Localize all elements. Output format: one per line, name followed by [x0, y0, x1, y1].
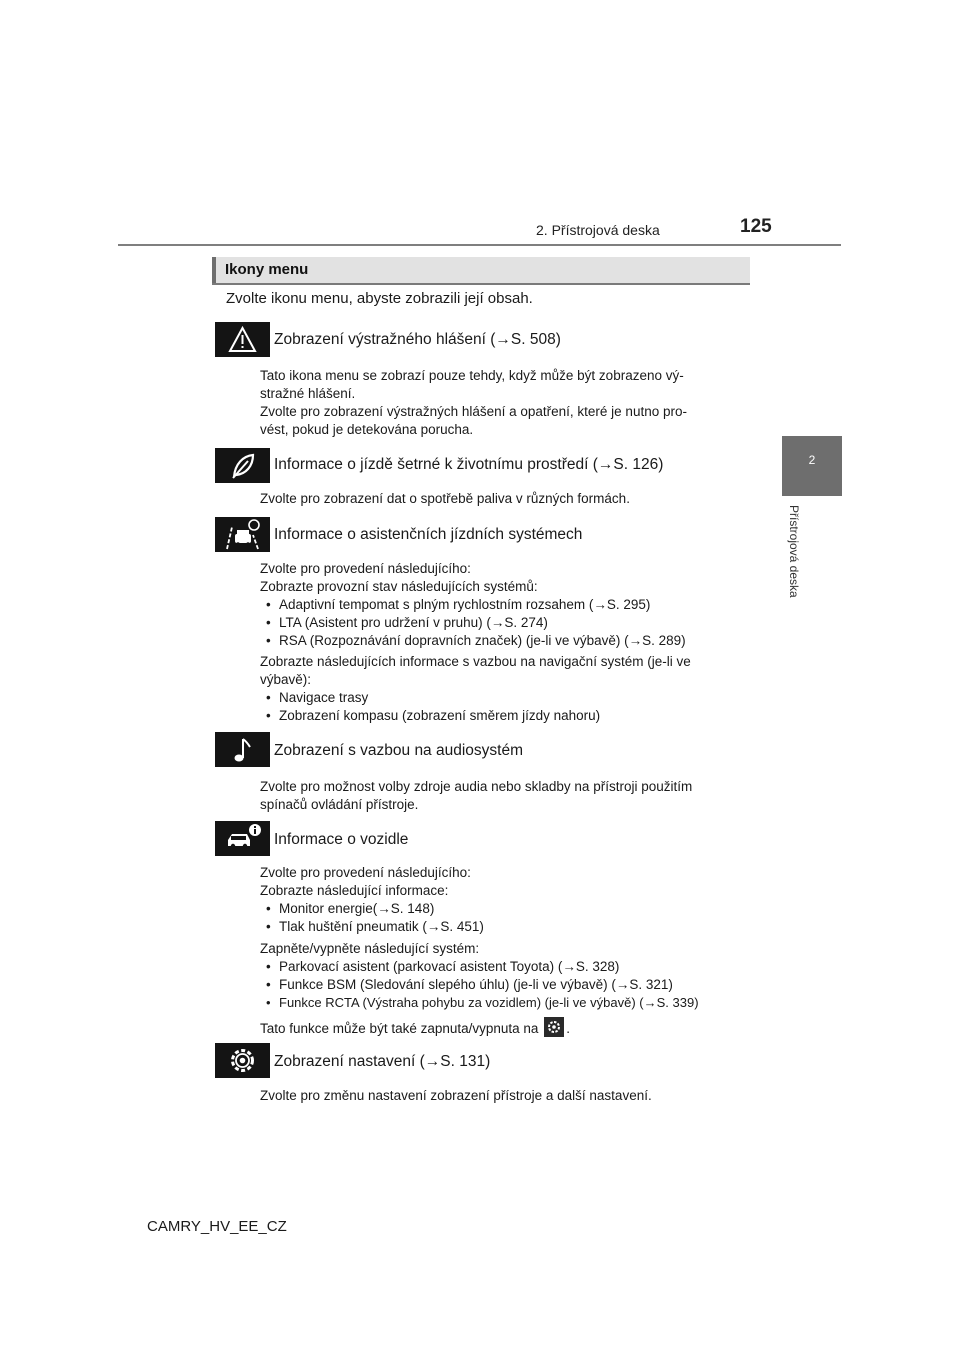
item-text-vehicle-systems [260, 940, 770, 1012]
bullet-item: • Funkce RCTA (Výstraha pohybu za vozidlem) (je-li ve výbavě) (→S. 339) [266, 995, 699, 1010]
page-number: 125 [740, 216, 772, 237]
text-line: Zvolte pro zobrazení dat o spotřebě paliva v různých formách. [260, 491, 630, 506]
section-header [212, 257, 750, 285]
bullet-item: • Navigace trasy [266, 690, 369, 705]
vehicle-info-icon [215, 821, 270, 856]
item-heading-audio: Zobrazení s vazbou na audiosystém [274, 742, 523, 759]
bullet-text: Monitor energie(→S. 148) [279, 901, 435, 916]
item-text-vehicle [260, 864, 770, 936]
driving-assist-icon [215, 517, 270, 552]
item-heading-warning: Zobrazení výstražného hlášení (→S. 508) [274, 331, 561, 348]
header-rule [118, 244, 841, 246]
bullet-text: Funkce RCTA (Výstraha pohybu za vozidlem) (je-li ve výbavě) (→S. 339) [279, 995, 699, 1010]
text-line: Zvolte pro možnost volby zdroje audia nebo skladby na přístroji použitím [260, 779, 693, 794]
item-text-assist-nav [260, 653, 770, 725]
text-line: Zapněte/vypněte následující systém: [260, 941, 480, 956]
text-line: Zobrazte následujících informace s vazbou na navigační systém (je-li ve [260, 654, 691, 669]
chapter-tab-label-wrap [787, 505, 807, 635]
bullet-text: Navigace trasy [279, 690, 369, 705]
document-code: CAMRY_HV_EE_CZ [147, 1218, 287, 1235]
item-note-vehicle [260, 1017, 770, 1038]
item-text-settings [260, 1087, 770, 1105]
text-line: Zobrazte provozní stav následujících systémů: [260, 579, 538, 594]
text-line: Zvolte pro provedení následujícího: [260, 865, 471, 880]
item-text-audio [260, 778, 770, 814]
text-line [260, 1017, 770, 1038]
bullet-text: Adaptivní tempomat s plným rychlostním rozsahem (→S. 295) [279, 597, 651, 612]
bullet-item: • Zobrazení kompasu (zobrazení směrem jízdy nahoru) [266, 708, 601, 723]
chapter-tab-number: 2 [808, 453, 816, 467]
music-note-icon [215, 732, 270, 767]
bullet-item: • LTA (Asistent pro udržení v pruhu) (→S. 274) [266, 615, 548, 630]
chapter-tab-label: Přístrojová deska [787, 505, 801, 598]
text-line: Zobrazte následující informace: [260, 883, 449, 898]
section-intro: Zvolte ikonu menu, abyste zobrazili její obsah. [226, 290, 533, 307]
text-line: spínačů ovládání přístroje. [260, 797, 419, 812]
text-line: Zvolte pro zobrazení výstražných hlášení a opatření, které je nutno pro- [260, 404, 687, 419]
bullet-item: • Tlak huštění pneumatik (→S. 451) [266, 919, 484, 934]
bullet-text: RSA (Rozpoznávání dopravních značek) (je-li ve výbavě) (→S. 289) [279, 633, 686, 648]
bullet-text: LTA (Asistent pro udržení v pruhu) (→S. 274) [279, 615, 548, 630]
chapter-tab[interactable] [782, 436, 842, 496]
bullet-text: Funkce BSM (Sledování slepého úhlu) (je-li ve výbavě) (→S. 321) [279, 977, 673, 992]
item-text-assist [260, 560, 770, 650]
gear-switch-icon [544, 1017, 564, 1037]
section-title: Ikony menu [225, 261, 309, 278]
text-line: vést, pokud je detekována porucha. [260, 422, 474, 437]
bullet-item: • Funkce BSM (Sledování slepého úhlu) (je-li ve výbavě) (→S. 321) [266, 977, 673, 992]
note-text: Tato funkce může být také zapnuta/vypnuta na [260, 1021, 539, 1036]
text-line: stražné hlášení. [260, 386, 356, 401]
section-accent [212, 257, 216, 283]
bullet-text: Zobrazení kompasu (zobrazení směrem jízdy nahoru) [279, 708, 601, 723]
bullet-text: Tlak huštění pneumatik (→S. 451) [279, 919, 484, 934]
chapter-title: 2. Přístrojová deska [536, 222, 660, 238]
item-text-eco [260, 490, 770, 508]
text-line: výbavě): [260, 672, 312, 687]
eco-leaf-icon [215, 448, 270, 483]
item-heading-assist: Informace o asistenčních jízdních systémech [274, 526, 583, 543]
item-heading-eco: Informace o jízdě šetrné k životnímu prostředí (→S. 126) [274, 456, 664, 473]
item-text-warning [260, 367, 770, 439]
text-line: Zvolte pro provedení následujícího: [260, 561, 471, 576]
bullet-item: • Adaptivní tempomat s plným rychlostním rozsahem (→S. 295) [266, 597, 651, 612]
settings-gear-icon [215, 1043, 270, 1078]
warning-triangle-icon [215, 322, 270, 357]
item-heading-vehicle: Informace o vozidle [274, 831, 409, 848]
bullet-text: Parkovací asistent (parkovací asistent Toyota) (→S. 328) [279, 959, 620, 974]
text-line: Tato ikona menu se zobrazí pouze tehdy, když může být zobrazeno vý- [260, 368, 684, 383]
bullet-item: • Parkovací asistent (parkovací asistent Toyota) (→S. 328) [266, 959, 620, 974]
item-heading-settings: Zobrazení nastavení (→S. 131) [274, 1053, 491, 1070]
note-text-end: . [566, 1021, 570, 1036]
bullet-item: • RSA (Rozpoznávání dopravních značek) (je-li ve výbavě) (→S. 289) [266, 633, 686, 648]
bullet-item: • Monitor energie(→S. 148) [266, 901, 435, 916]
text-line: Zvolte pro změnu nastavení zobrazení přístroje a další nastavení. [260, 1088, 652, 1103]
